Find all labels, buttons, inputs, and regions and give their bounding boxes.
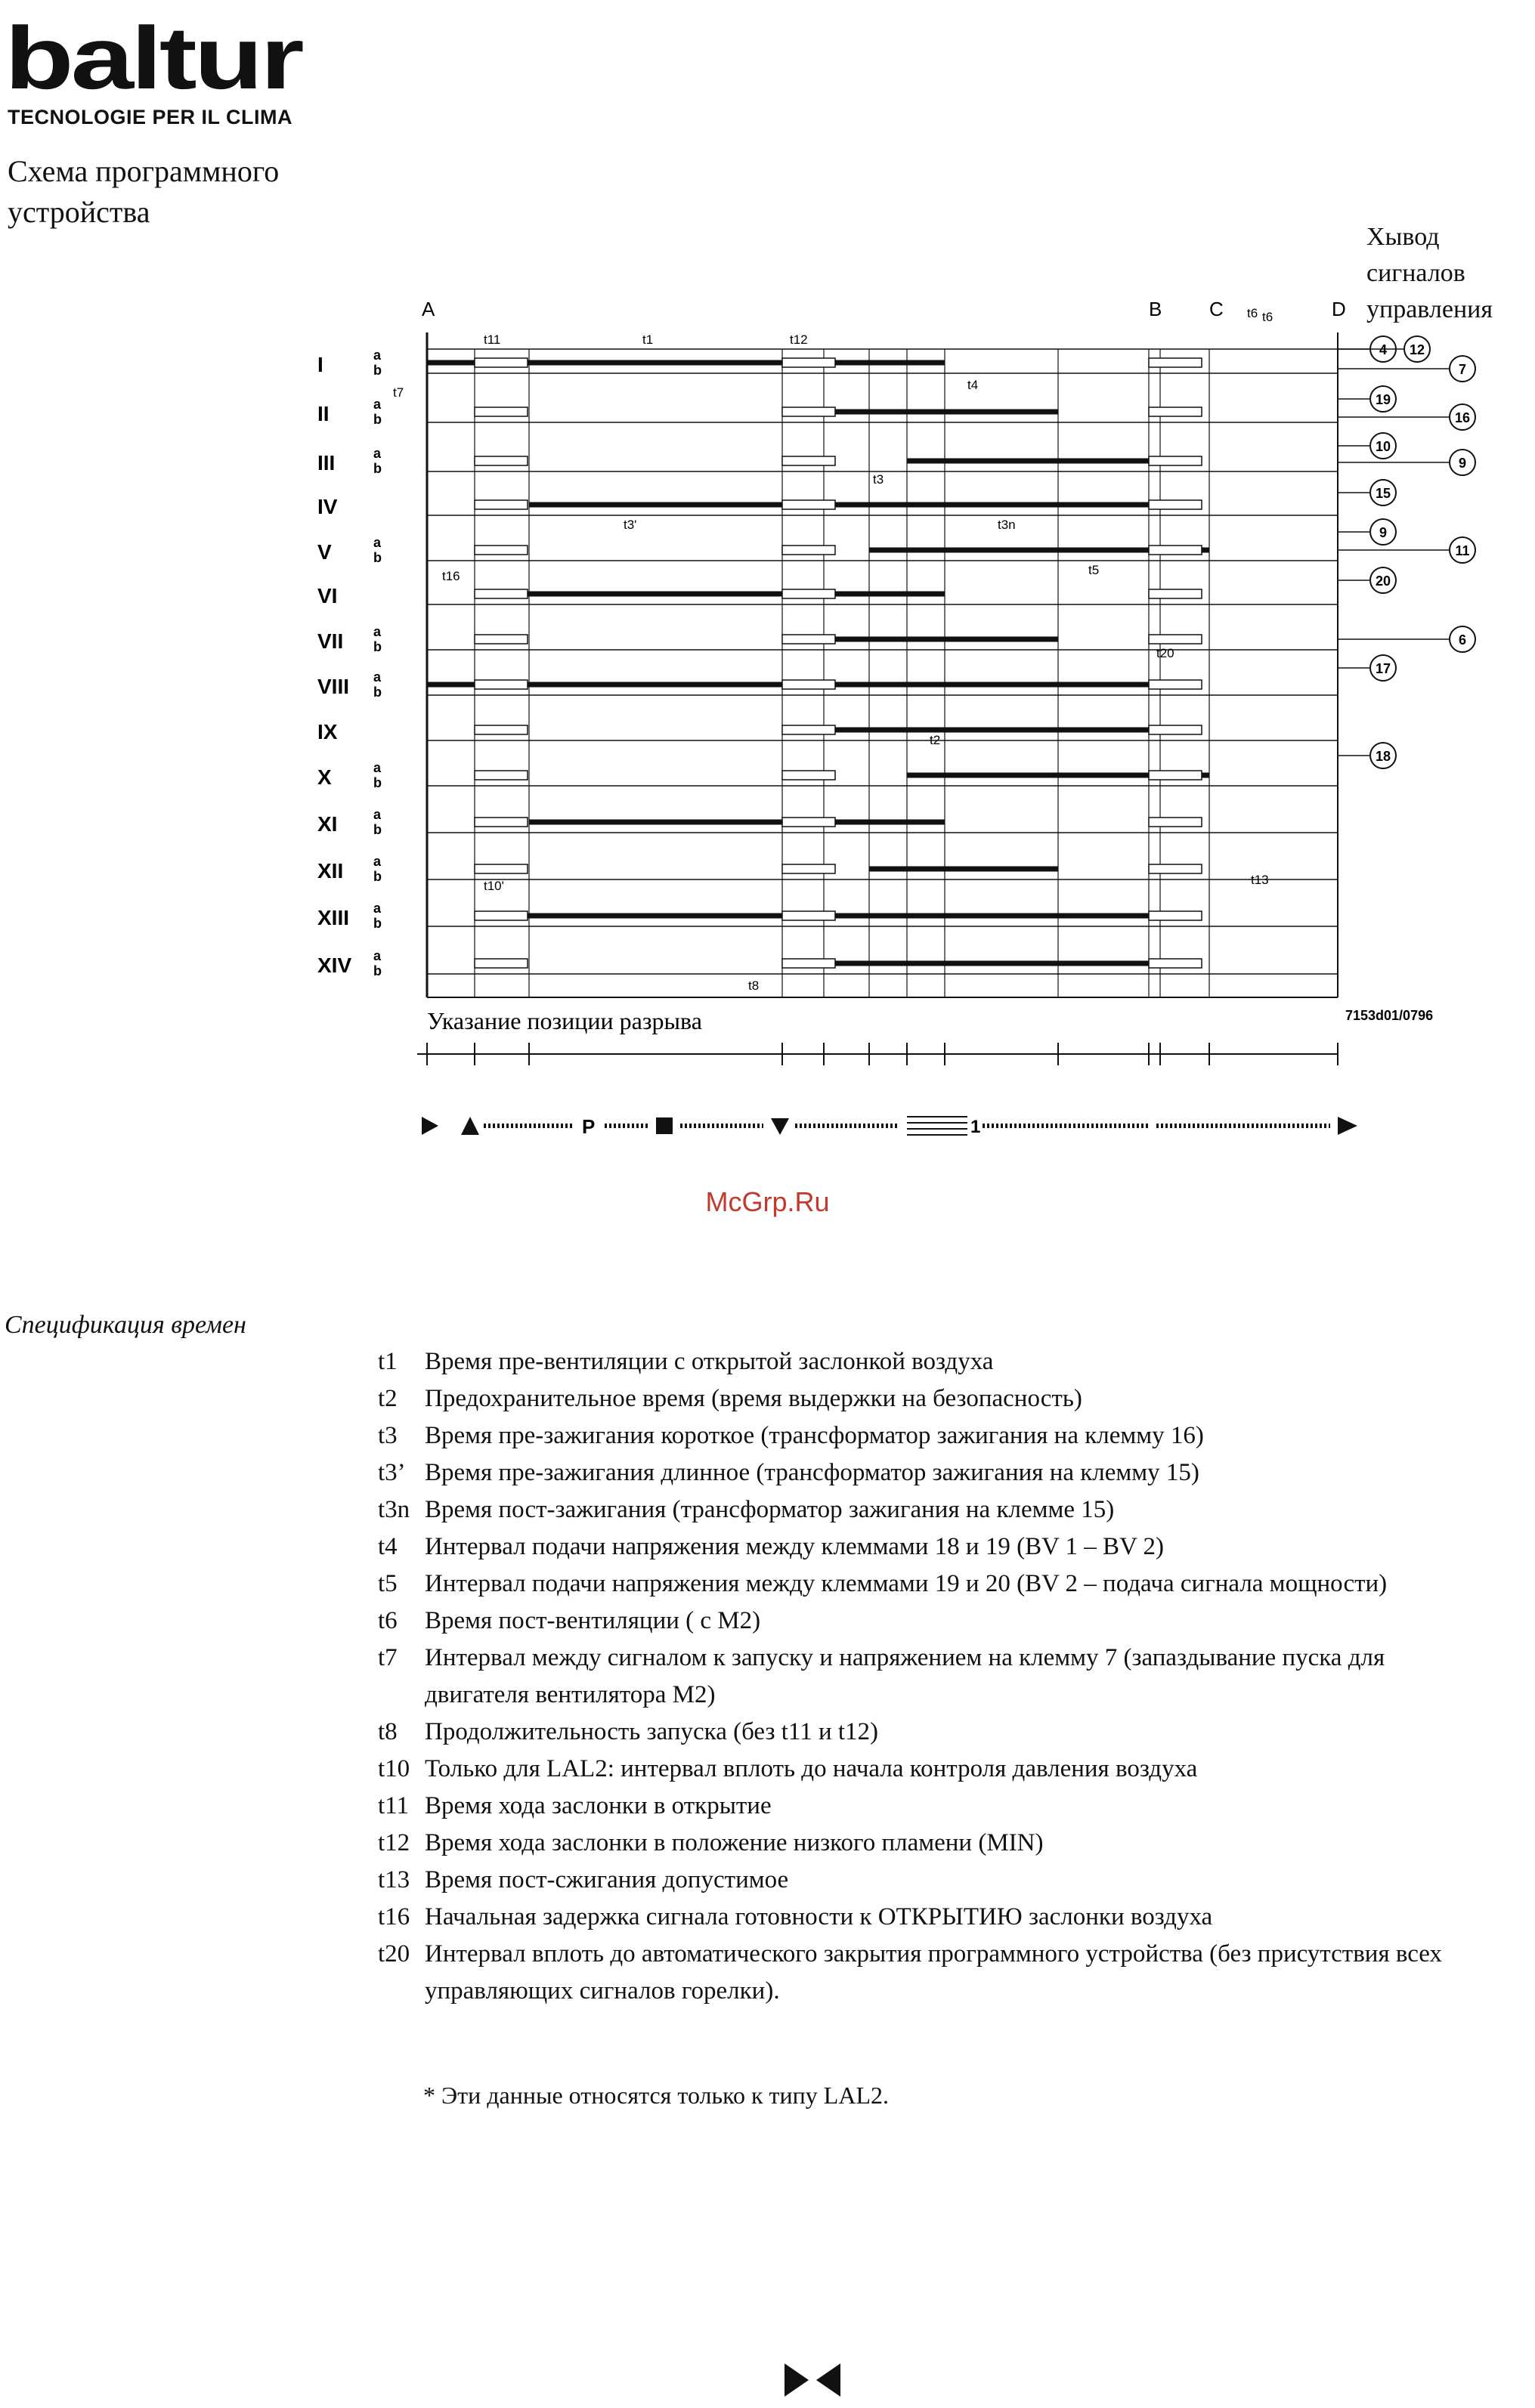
row-label: IX <box>317 720 338 743</box>
cam-notch <box>475 589 528 598</box>
cam-notch <box>782 911 835 920</box>
spec-item-t4 <box>378 1529 1481 1566</box>
cam-notch <box>1149 635 1202 644</box>
outputs-title-line1: Хывод <box>1366 223 1440 251</box>
terminal-number: 17 <box>1375 661 1391 676</box>
sub-label-b: b <box>373 412 382 427</box>
sub-label-b: b <box>373 775 382 790</box>
cam-notch <box>782 680 835 689</box>
sub-label-b: b <box>373 916 382 931</box>
cam-notch <box>782 771 835 780</box>
drawing-code: 7153d01/0796 <box>1345 1008 1434 1023</box>
cam-notch <box>782 358 835 367</box>
row-label: I <box>317 353 323 376</box>
row-label: IV <box>317 495 338 518</box>
sub-label-a: a <box>373 535 382 550</box>
terminal-number: 15 <box>1375 486 1391 501</box>
cam-notch <box>1149 358 1202 367</box>
sub-label-b: b <box>373 822 382 837</box>
spec-code: t11 <box>378 1792 409 1819</box>
spec-item-t16 <box>378 1899 1481 1936</box>
marker-b: B <box>1149 298 1162 320</box>
spec-item-t13 <box>378 1862 1481 1899</box>
spec-code: t6 <box>378 1607 398 1634</box>
cam-notch <box>1149 589 1202 598</box>
watermark: McGrp.Ru <box>705 1186 830 1217</box>
cam-notch <box>782 864 835 873</box>
break-position-label: Указание позиции разрыва <box>427 1007 702 1034</box>
diagram-title-line2: устройства <box>8 195 150 229</box>
time-label: t8 <box>748 978 760 993</box>
sub-label-b: b <box>373 550 382 565</box>
cam-notch <box>782 407 835 416</box>
spec-text: Время хода заслонки в открытие <box>425 1792 772 1819</box>
sub-label-a: a <box>373 760 382 775</box>
cam-notch <box>475 546 528 555</box>
terminal-number: 9 <box>1458 456 1467 471</box>
row-label: XIII <box>317 906 350 929</box>
spec-text: Предохранительное время (время выдержки на безопасность) <box>425 1385 1082 1412</box>
spec-footnote: * Эти данные относятся только к типу LAL2. <box>423 2082 889 2109</box>
spec-item-t7 <box>378 1640 1481 1714</box>
cam-notch <box>1149 680 1202 689</box>
spec-code: t2 <box>378 1385 398 1412</box>
marker-c: C <box>1209 298 1224 320</box>
scale-triangle-down <box>771 1118 789 1135</box>
terminal-number: 10 <box>1375 439 1391 454</box>
terminal-number: 9 <box>1379 525 1388 540</box>
cam-notch <box>782 500 835 509</box>
terminal-number: 6 <box>1458 632 1467 648</box>
outputs-title-line2: сигналов <box>1366 259 1465 287</box>
row-label: VII <box>317 629 344 653</box>
spec-title: Спецификация времен <box>5 1311 246 1339</box>
spec-text: Интервал вплоть до автоматического закрытия программного устройства (без присутствия всех управляющих сигналов горелки). <box>425 1940 1443 2005</box>
spec-text: Интервал подачи напряжения между клеммами 19 и 20 (BV 2 – подача сигнала мощности) <box>425 1570 1388 1597</box>
time-label: t12 <box>790 332 808 347</box>
cam-notch <box>475 680 528 689</box>
time-label: t3n <box>998 518 1016 532</box>
spec-text: Время пост-сжигания допустимое <box>425 1866 789 1893</box>
row-label: XIV <box>317 954 352 977</box>
row-label: V <box>317 540 332 564</box>
cam-notch <box>782 818 835 827</box>
spec-item-t3n <box>378 1491 1481 1529</box>
terminal-number: 16 <box>1454 410 1471 425</box>
terminal-number: 11 <box>1455 543 1470 558</box>
time-label: t4 <box>967 378 979 392</box>
spec-item-t10 <box>378 1751 1481 1788</box>
time-label: t2 <box>930 733 941 747</box>
row-label: VI <box>317 584 338 607</box>
row-label: XI <box>317 812 338 836</box>
scale-end-arrow <box>1338 1117 1357 1135</box>
sub-label-a: a <box>373 446 382 461</box>
spec-code: t13 <box>378 1866 410 1893</box>
spec-item-t6 <box>378 1603 1481 1640</box>
time-label: t5 <box>1088 563 1100 577</box>
row-label: II <box>317 402 330 425</box>
time-label: t3 <box>873 472 884 487</box>
spec-text: Продолжительность запуска (без t11 и t12) <box>425 1718 879 1745</box>
terminal-number: 20 <box>1375 573 1391 589</box>
cam-notch <box>475 500 528 509</box>
cam-notch <box>475 959 528 968</box>
spec-item-t5 <box>378 1566 1481 1603</box>
cam-notch <box>475 725 528 734</box>
cam-notch <box>475 358 528 367</box>
spec-text: Время пост-зажигания (трансформатор зажигания на клемме 15) <box>425 1496 1115 1523</box>
cam-notch <box>782 546 835 555</box>
scale-one-label: 1 <box>970 1117 981 1137</box>
time-label: t6 <box>1262 310 1273 324</box>
sub-label-a: a <box>373 901 382 916</box>
spec-text: Время пре-зажигания короткое (трансформатор зажигания на клемму 16) <box>425 1422 1204 1449</box>
cam-notch <box>1149 546 1202 555</box>
spec-text: Время пост-вентиляции ( с M2) <box>425 1607 761 1634</box>
spec-code: t1 <box>378 1348 398 1375</box>
marker-a: A <box>422 298 435 320</box>
sub-label-a: a <box>373 669 382 685</box>
sub-label-a: a <box>373 854 382 869</box>
cam-notch <box>782 959 835 968</box>
sub-label-a: a <box>373 948 382 963</box>
time-label: t11 <box>484 332 501 347</box>
cam-notch <box>782 456 835 465</box>
spec-code: t5 <box>378 1570 398 1597</box>
row-label: X <box>317 765 332 789</box>
time-label: t13 <box>1251 873 1269 887</box>
spec-text: Время пре-вентиляции с открытой заслонкой воздуха <box>425 1348 994 1375</box>
spec-item-t12 <box>378 1825 1481 1862</box>
cam-notch <box>1149 407 1202 416</box>
time-label: t20 <box>1156 646 1174 660</box>
cam-notch <box>475 407 528 416</box>
spec-item-t20 <box>378 1936 1481 2010</box>
time-label: t6 <box>1247 306 1258 320</box>
sub-label-a: a <box>373 397 382 412</box>
sub-label-b: b <box>373 685 382 700</box>
spec-item-t8 <box>378 1714 1481 1751</box>
cam-notch <box>1149 911 1202 920</box>
spec-item-t1 <box>378 1343 1481 1380</box>
cam-notch <box>475 771 528 780</box>
spec-code: t20 <box>378 1940 410 1968</box>
spec-item-t3 <box>378 1417 1481 1454</box>
cam-notch <box>475 818 528 827</box>
cam-notch <box>782 725 835 734</box>
sub-label-b: b <box>373 639 382 654</box>
time-label: t3' <box>624 518 637 532</box>
row-label: XII <box>317 859 344 883</box>
terminal-number: 4 <box>1379 342 1388 357</box>
scale-triangle-up <box>461 1117 479 1135</box>
spec-text: Время пре-зажигания длинное (трансформатор зажигания на клемму 15) <box>425 1459 1199 1486</box>
scale-start-arrow <box>422 1117 438 1135</box>
scale-p-label: P <box>582 1115 596 1138</box>
spec-code: t3n <box>378 1496 410 1523</box>
spec-item-t3 <box>378 1454 1481 1491</box>
baltur-logo: baltur <box>5 8 302 108</box>
spec-code: t10 <box>378 1755 410 1782</box>
spec-item-t2 <box>378 1380 1481 1417</box>
page-next-marker <box>816 2363 840 2397</box>
cam-notch <box>1149 771 1202 780</box>
page-nav-icon <box>778 2357 846 2403</box>
timing-grid <box>317 298 1475 1138</box>
terminal-number: 19 <box>1375 392 1391 407</box>
sub-label-b: b <box>373 869 382 884</box>
cam-notch <box>1149 818 1202 827</box>
cam-notch <box>1149 959 1202 968</box>
diagram-title-line1: Схема программного <box>8 154 280 188</box>
terminal-number: 12 <box>1409 342 1425 357</box>
cam-notch <box>1149 500 1202 509</box>
cam-notch <box>1149 456 1202 465</box>
sub-label-b: b <box>373 363 382 378</box>
time-label: t7 <box>393 385 404 400</box>
spec-text: Начальная задержка сигнала готовности к ОТКРЫТИЮ заслонки воздуха <box>425 1903 1213 1930</box>
spec-code: t4 <box>378 1533 398 1560</box>
time-label: t10' <box>484 879 504 893</box>
brand-tagline: TECNOLOGIE PER IL CLIMA <box>8 106 293 128</box>
time-label: t16 <box>442 569 460 583</box>
row-label: III <box>317 451 336 474</box>
cam-notch <box>475 456 528 465</box>
sub-label-b: b <box>373 461 382 476</box>
sub-label-a: a <box>373 624 382 639</box>
terminal-number: 7 <box>1458 362 1467 377</box>
spec-text: Только для LAL2: интервал вплоть до начала контроля давления воздуха <box>425 1755 1198 1782</box>
spec-code: t16 <box>378 1903 410 1930</box>
cam-notch <box>782 635 835 644</box>
cam-notch <box>1149 864 1202 873</box>
sub-label-a: a <box>373 807 382 822</box>
spec-code: t12 <box>378 1829 410 1856</box>
sub-label-b: b <box>373 963 382 978</box>
spec-code: t3 <box>378 1422 398 1449</box>
spec-text: Интервал подачи напряжения между клеммами 18 и 19 (BV 1 – BV 2) <box>425 1533 1165 1560</box>
row-label: VIII <box>317 675 350 698</box>
cam-notch <box>475 911 528 920</box>
spec-code: t7 <box>378 1644 398 1671</box>
cam-notch <box>475 864 528 873</box>
outputs-title-line3: управления <box>1366 295 1493 323</box>
spec-item-t11 <box>378 1788 1481 1825</box>
spec-list <box>378 1343 1481 2010</box>
cam-notch <box>782 589 835 598</box>
time-label: t1 <box>642 332 654 347</box>
spec-text: Время хода заслонки в положение низкого пламени (MIN) <box>425 1829 1044 1856</box>
program-timing-diagram <box>0 0 1535 1179</box>
spec-text: Интервал между сигналом к запуску и напряжением на клемму 7 (запаздывание пуска для двигателя вентилятора M2) <box>425 1644 1385 1708</box>
cam-notch <box>475 635 528 644</box>
cam-notch <box>1149 725 1202 734</box>
page-prev-marker <box>785 2363 809 2397</box>
marker-d: D <box>1332 298 1346 320</box>
spec-code: t8 <box>378 1718 398 1745</box>
sub-label-a: a <box>373 348 382 363</box>
spec-code: t3’ <box>378 1459 406 1486</box>
scale-square <box>656 1117 673 1134</box>
terminal-number: 18 <box>1375 749 1391 764</box>
